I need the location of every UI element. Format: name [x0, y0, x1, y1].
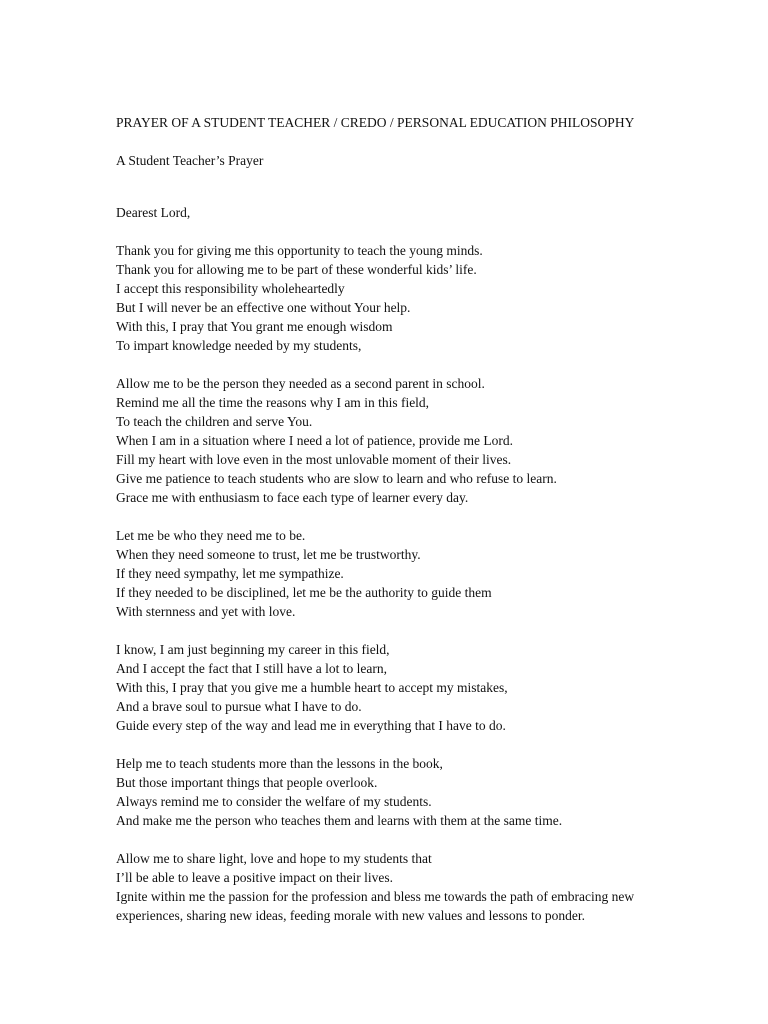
prayer-line: Fill my heart with love even in the most unlovable moment of their lives.: [116, 452, 512, 467]
prayer-line: And I accept the fact that I still have a lot to learn,: [116, 661, 388, 676]
prayer-line: And make me the person who teaches them and learns with them at the same time.: [116, 813, 563, 828]
prayer-line: Let me be who they need me to be.: [116, 528, 306, 543]
prayer-line: If they need sympathy, let me sympathize.: [116, 566, 344, 581]
document-subtitle: A Student Teacher’s Prayer: [116, 153, 264, 168]
prayer-line: I know, I am just beginning my career in this field,: [116, 642, 390, 657]
stanza-2: [116, 374, 676, 507]
prayer-line: To teach the children and serve You.: [116, 414, 313, 429]
prayer-line: Give me patience to teach students who are slow to learn and who refuse to learn.: [116, 471, 557, 486]
prayer-line: Allow me to be the person they needed as a second parent in school.: [116, 376, 485, 391]
stanza-6: [116, 849, 676, 925]
prayer-line: If they needed to be disciplined, let me be the authority to guide them: [116, 585, 492, 600]
prayer-line: Grace me with enthusiasm to face each type of learner every day.: [116, 490, 469, 505]
prayer-line: Ignite within me the passion for the profession and bless me towards the path of embracing new experiences, sharing new ideas, feeding morale with new values and lessons to ponder.: [116, 889, 635, 923]
prayer-line: When I am in a situation where I need a lot of patience, provide me Lord.: [116, 433, 513, 448]
salutation: Dearest Lord,: [116, 205, 191, 220]
stanza-1: [116, 241, 676, 355]
stanza-4: [116, 640, 676, 735]
prayer-line: Allow me to share light, love and hope to my students that: [116, 851, 432, 866]
prayer-line: Thank you for allowing me to be part of these wonderful kids’ life.: [116, 262, 477, 277]
prayer-line: Guide every step of the way and lead me in everything that I have to do.: [116, 718, 506, 733]
prayer-line: I accept this responsibility wholeheartedly: [116, 281, 345, 296]
prayer-line: Help me to teach students more than the lessons in the book,: [116, 756, 443, 771]
stanza-3: [116, 526, 676, 621]
document-title: PRAYER OF A STUDENT TEACHER / CREDO / PERSONAL EDUCATION PHILOSOPHY: [116, 115, 635, 130]
prayer-line: With sternness and yet with love.: [116, 604, 296, 619]
document-page: [116, 114, 676, 925]
stanza-5: [116, 754, 676, 830]
prayer-line: With this, I pray that you give me a humble heart to accept my mistakes,: [116, 680, 508, 695]
prayer-line: Thank you for giving me this opportunity to teach the young minds.: [116, 243, 483, 258]
prayer-line: With this, I pray that You grant me enough wisdom: [116, 319, 393, 334]
prayer-line: I’ll be able to leave a positive impact on their lives.: [116, 870, 394, 885]
prayer-line: But I will never be an effective one without Your help.: [116, 300, 411, 315]
prayer-line: And a brave soul to pursue what I have to do.: [116, 699, 362, 714]
prayer-line: Remind me all the time the reasons why I am in this field,: [116, 395, 430, 410]
prayer-line: To impart knowledge needed by my students,: [116, 338, 362, 353]
prayer-line: When they need someone to trust, let me be trustworthy.: [116, 547, 421, 562]
prayer-line: Always remind me to consider the welfare of my students.: [116, 794, 432, 809]
prayer-line: But those important things that people overlook.: [116, 775, 378, 790]
